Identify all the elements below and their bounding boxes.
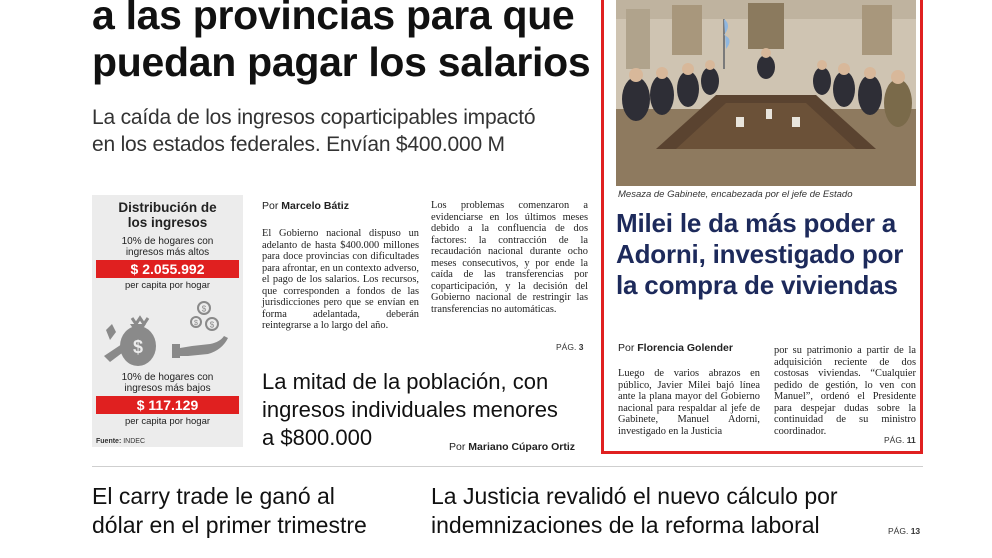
bottom-right-headline[interactable]: [431, 482, 891, 540]
top-decile-note: per capita por hogar: [124, 280, 211, 291]
main-story-column-1: El Gobierno nacional dispuso un adelanto de hasta $400.000 millones para doce provincias con dificultades para afrontar, en un contexto adverso, el pago de los salarios. Los recursos, que corresponden a fondos de las jurisdicciones pero que se envían en forma adelantada, deberán reintegrarse a lo largo del año.: [262, 228, 419, 331]
byline-name[interactable]: Marcelo Bátiz: [281, 200, 349, 212]
byline-prefix: Por: [262, 200, 279, 212]
income-infographic: [92, 195, 243, 447]
byline-prefix: Por: [618, 342, 635, 354]
bottom-left-headline-line: El carry trade le ganó al: [92, 483, 335, 509]
feature-box: [601, 0, 923, 454]
svg-text:$: $: [194, 320, 198, 327]
section-divider: [92, 466, 923, 467]
feature-headline-line: Adorni, investigado por: [616, 239, 904, 269]
source-label: Fuente:: [96, 438, 122, 445]
secondary-headline-line: ingresos individuales menores: [262, 397, 558, 422]
secondary-headline-line: a $800.000: [262, 425, 373, 450]
infographic-title-line: Distribución de: [118, 200, 217, 215]
cabinet-photo-illustration: [616, 0, 916, 186]
infographic-title: [92, 200, 243, 230]
main-headline: [92, 0, 592, 86]
bottom-right-headline-line: indemnizaciones de la reforma laboral: [431, 512, 820, 538]
feature-headline[interactable]: [616, 208, 916, 301]
svg-text:$: $: [201, 304, 207, 314]
bottom-right-headline-line: La Justicia revalidó el nuevo cálculo por: [431, 483, 838, 509]
page-label: PÁG.: [888, 526, 909, 536]
main-subhead-line: La caída de los ingresos coparticipables impactó: [92, 106, 536, 129]
main-page-ref[interactable]: [556, 342, 583, 352]
top-decile-label-line: ingresos más altos: [125, 247, 210, 258]
top-decile-label-line: 10% de hogares con: [121, 236, 214, 247]
feature-headline-line: la compra de viviendas: [616, 270, 898, 300]
page-label: PÁG.: [884, 435, 905, 445]
secondary-headline-line: La mitad de la población, con: [262, 369, 549, 394]
page-label: PÁG.: [556, 342, 577, 352]
money-bag-icon: [104, 318, 156, 366]
feature-column-2: por su patrimonio a partir de la adquisición reciente de dos costosas viviendas. “Cualquier pedido de gestión, lo ven con Manuel”, ordenó el Presidente para despejar dudas sobre la continuidad de su ministro coordinador.: [774, 345, 916, 437]
cabinet-photo: [616, 0, 916, 186]
byline-name[interactable]: Mariano Cúparo Ortiz: [468, 441, 576, 453]
bottom-page-ref[interactable]: [888, 526, 920, 536]
top-decile-label: [92, 236, 243, 258]
infographic-source: [96, 438, 145, 445]
main-headline-line: puedan pagar los salarios: [92, 39, 591, 85]
bottom-left-headline-line: dólar en el primer trimestre: [92, 512, 367, 538]
svg-text:$: $: [132, 337, 144, 357]
byline-name[interactable]: Florencia Golender: [637, 342, 733, 354]
bottom-decile-label-line: 10% de hogares con: [121, 372, 214, 383]
bottom-decile-label-line: ingresos más bajos: [124, 383, 211, 394]
main-subhead-line: en los estados federales. Envían $400.000 M: [92, 133, 505, 156]
infographic-icons-svg: [92, 296, 243, 370]
main-story-column-2: Los problemas comenzaron a evidenciarse en los últimos meses debido a la confluencia de dos factores: la contracción de la recaudación nacional durante ocho meses consecutivos, y por ende la caída de las transferencias por coparticipación, y la decisión del Gobierno nacional de restringir las transferencias no automáticas.: [431, 200, 588, 315]
secondary-headline[interactable]: [262, 368, 592, 452]
bottom-decile-label: [92, 372, 243, 394]
feature-headline-line: Milei le da más poder a: [616, 208, 897, 238]
main-byline: [262, 200, 349, 212]
page-number: 13: [910, 526, 921, 536]
coins-hand-icon: [172, 302, 228, 358]
secondary-byline: [449, 441, 575, 453]
page-number: 3: [578, 342, 584, 352]
feature-page-ref[interactable]: [884, 435, 916, 445]
main-subhead: [92, 104, 592, 158]
source-name: INDEC: [123, 438, 146, 445]
byline-prefix: Por: [449, 441, 466, 453]
photo-caption: Mesaza de Gabinete, encabezada por el jefe de Estado: [618, 189, 853, 200]
feature-column-1: Luego de varios abrazos en público, Javier Milei bajó línea ante la plana mayor del Gobierno nacional para respaldar al jefe de Gabinete, Manuel Adorni, investigado en la Justicia: [618, 368, 760, 437]
bottom-decile-note: per capita por hogar: [124, 416, 211, 427]
bottom-left-headline[interactable]: [92, 482, 422, 540]
svg-text:$: $: [209, 320, 215, 330]
main-headline-line: a las provincias para que: [92, 0, 575, 38]
infographic-title-line: los ingresos: [127, 215, 208, 230]
bottom-decile-amount: $ 117.129: [96, 396, 239, 414]
infographic-icons: [92, 296, 243, 370]
top-decile-amount: $ 2.055.992: [96, 260, 239, 278]
feature-byline: [618, 342, 733, 354]
page-number: 11: [906, 435, 916, 445]
